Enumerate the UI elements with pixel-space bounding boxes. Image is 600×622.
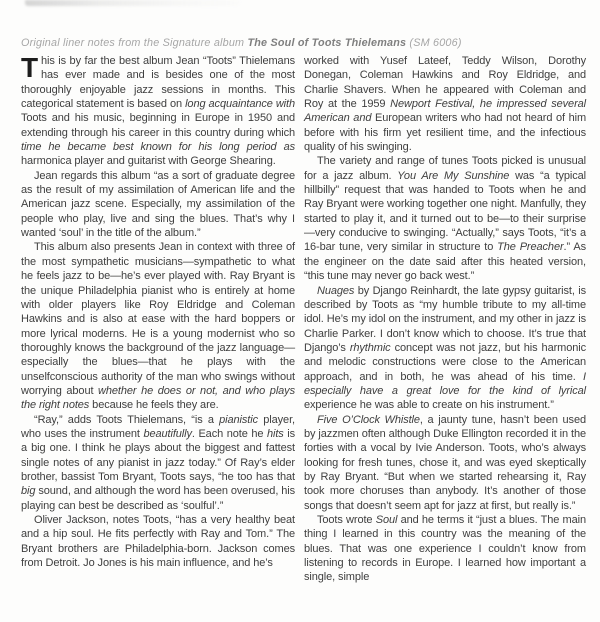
drop-cap-letter: T	[21, 52, 39, 83]
text-segment: The Preacher	[497, 241, 564, 254]
text-segment: Oliver Jackson, notes Toots, “has a very healthy beat and a hip soul. He fits perfectly with Ray and Tom.” The Bryant brothers are Philadelphia-born. Jackson comes from Detroit. Jo Jones is his main influence, and he’s	[21, 514, 295, 570]
text-segment: This album also presents Jean in context with three of the most sympathetic musicians—sympathetic to what he feels jazz to be—he’s ever played with. Ray Bryant is the unique Philadelphia pianist who is entirely at home with older players like Roy Eldridge and Coleman Hawkins and is also at ease with the hard boppers or more lyrical moderns. He is a young modernist who so thoroughly knows the background of the jazz language—especially the blues—that he plays with the unselfconscious authority of the man who swings without worrying about	[21, 241, 295, 397]
paragraph	[21, 169, 295, 241]
paragraph	[304, 284, 586, 413]
text-segment: Jean regards this album “as a sort of graduate degree as the result of my assimilation of American life and the American jazz scene. Especially, my assimilation of the people who play, live and sing the blues. That’s why I wanted ‘soul’ in the title of the album.”	[21, 169, 295, 240]
text-segment: his is by far the best album Jean “Toots” Thielemans has ever made and is besides one of the most thoroughly enjoyable jazz sessions in months. This categorical statement is based on	[21, 55, 295, 111]
liner-notes-body	[21, 54, 586, 585]
text-segment: experience he was able to create on his instrument.”	[304, 399, 554, 412]
text-segment: . Each note he	[191, 427, 267, 440]
text-segment: rhythmic	[349, 341, 391, 354]
text-segment: , a jaunty tune, hasn’t been used by jazzmen often although Duke Ellington recorded it in the forties with a vocal by Ivie Anderson. Toots, who’s always looking for fresh tunes, chose it, and was eyed skeptically by Ray Bryant. “But when we started rehearsing it, Ray took more choruses than anybody. It’s another of those songs that doesn’t seem apt for jazz at first, but really is.”	[304, 413, 586, 512]
text-segment: and he terms it “just a blues. The main thing I learned in this country was the meaning of the blues. That was one experience I couldn’t know from listening to records in Europe. I learned how important a single, simple	[304, 514, 586, 584]
text-segment: Toots wrote	[317, 514, 376, 526]
text-segment: concept was not jazz, but his harmonic and melodic constructions were close to the American approach, and in both, he was ahead of his time.	[304, 341, 586, 383]
text-segment: Toots and his music, beginning in Europe in 1950 and extending through his career in this country during which	[21, 112, 295, 139]
paragraph	[21, 54, 295, 169]
text-segment: Nuages	[317, 284, 355, 297]
text-segment: player, who uses the instrument	[21, 413, 295, 440]
text-segment: pianistic	[219, 413, 258, 426]
text-segment: “Ray,” adds Toots Thielemans, “is a	[34, 413, 220, 426]
text-segment: You Are My Sunshine	[397, 169, 510, 182]
text-segment: because he feels they are.	[89, 399, 219, 412]
text-segment: Newport Festival, he impressed several American and	[304, 98, 586, 125]
album-title: The Soul of Toots Thielemans	[247, 37, 407, 49]
paragraph	[304, 154, 586, 283]
scan-artifact-smudge	[25, 0, 240, 6]
text-segment: beautifully	[143, 427, 192, 440]
text-segment: by Django Reinhardt, the late gypsy guitarist, is described by Toots as “my humble tribute to my all-time idol. He’s my idol on the instrument, and my other in jazz is Charlie Parker. I don’t know which to choose. It’s true that Django’s	[304, 284, 586, 354]
text-segment: whether he does or not, and who plays the right notes	[21, 384, 295, 412]
text-segment: The variety and range of tunes Toots picked is unusual for a jazz album.	[304, 155, 586, 182]
text-segment: big	[21, 485, 36, 498]
text-segment: I especially have a great love for the kind of lyrical	[304, 370, 586, 397]
paragraph	[21, 413, 295, 513]
paragraph	[21, 513, 295, 570]
paragraph	[21, 240, 295, 412]
catalog-number: (SM 6006)	[406, 37, 462, 49]
liner-notes-header	[21, 37, 581, 49]
header-prefix: Original liner notes from the Signature album	[21, 37, 248, 49]
text-segment: .” As the engineer on the date said after this heated version, “this tune may never go back west.”	[304, 241, 586, 283]
text-segment: sound, and although the word has been overused, his playing can best be described as ‘soulful’.”	[21, 485, 295, 512]
text-segment: long acquaintance with	[185, 98, 296, 111]
text-segment: Soul	[375, 514, 398, 526]
paragraph	[304, 413, 586, 513]
paragraph	[304, 513, 586, 585]
text-segment: is a big one. I think he plays about the biggest and fattest single notes of any pianist in jazz today.” Of Ray’s elder brother, bassist Tom Bryant, Toots says, “he too has that	[21, 427, 296, 483]
text-segment: Five O’Clock Whistle	[317, 413, 420, 426]
text-segment: hits	[266, 427, 284, 440]
text-segment: was “a typical hillbilly” request that was handed to Toots when he and Ray Bryant were working together one night. Manfully, they started to play it, and it turned out to be—to their surprise—very conducive to swinging. “Actually,” says Toots, “it’s a 16-bar tune, very similar in structure to	[304, 169, 586, 254]
text-segment: time he became best known for his long period as	[21, 141, 295, 154]
right-text-column	[304, 54, 586, 585]
text-segment: harmonica player and guitarist with George Shearing.	[21, 155, 276, 168]
text-segment: European writers who had not heard of him before with his firm yet resilient time, and the infectious quality of his swinging.	[304, 112, 587, 154]
text-segment: worked with Yusef Lateef, Teddy Wilson, Dorothy Donegan, Coleman Hawkins and Roy Eldridge, and Charlie Shavers. When he appeared with Coleman and Roy at the 1959	[304, 55, 586, 111]
paragraph	[304, 54, 586, 154]
left-text-column	[21, 54, 295, 585]
